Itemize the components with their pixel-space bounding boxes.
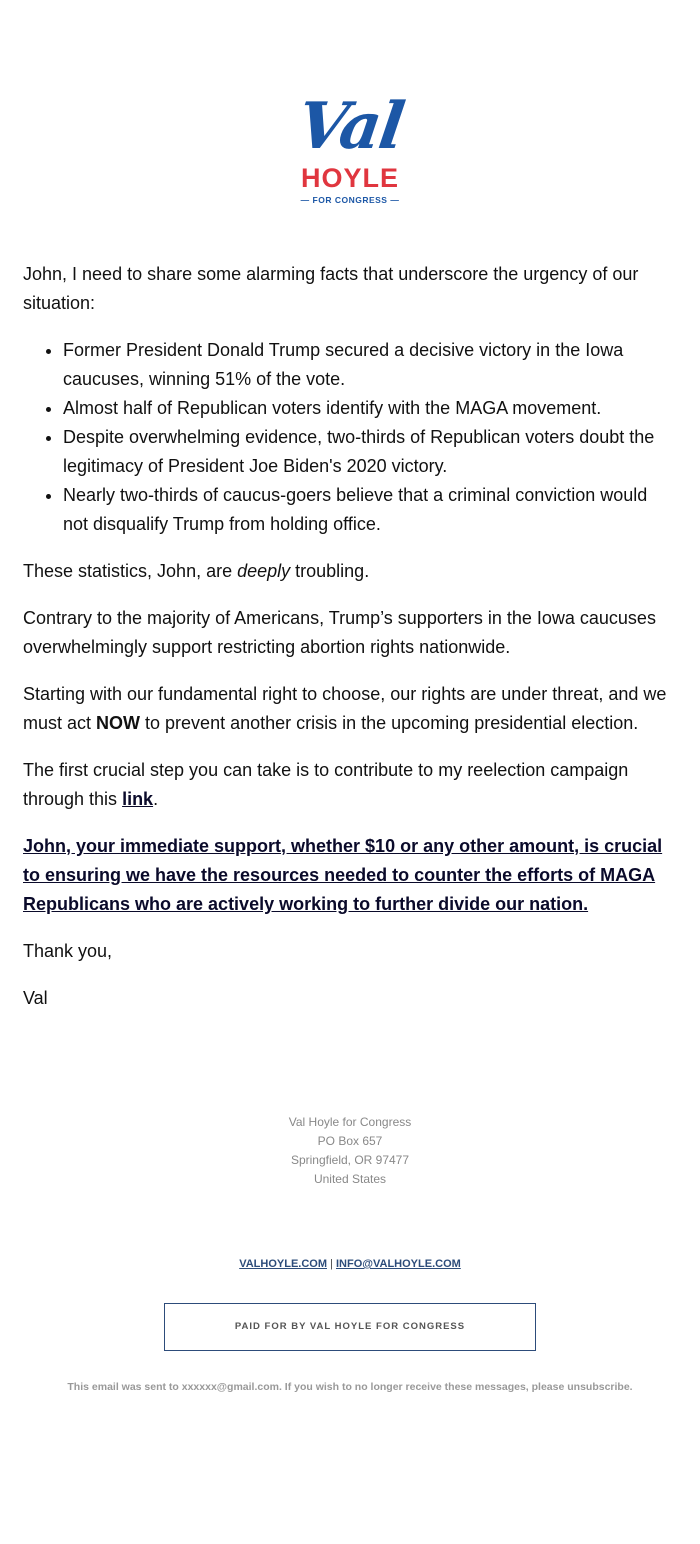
text: to prevent another crisis in the upcoming presidential election. bbox=[140, 713, 639, 733]
address-line: PO Box 657 bbox=[317, 1134, 383, 1148]
paid-for-disclaimer: PAID FOR BY VAL HOYLE FOR CONGRESS bbox=[164, 1303, 536, 1351]
donate-link[interactable]: link bbox=[122, 789, 154, 809]
paragraph bbox=[23, 680, 673, 738]
facts-list bbox=[23, 336, 673, 539]
footer-links bbox=[0, 1258, 700, 1270]
text: The first crucial step you can take is to contribute to my reelection campaign through this bbox=[23, 760, 629, 809]
logo-val: Val bbox=[293, 89, 408, 164]
email-body bbox=[23, 260, 673, 1031]
list-item: • Nearly two-thirds of caucus-goers believe that a criminal conviction would not disqualify Trump from holding office. bbox=[63, 481, 673, 539]
unsubscribe-notice[interactable]: This email was sent to xxxxxx@gmail.com. If you wish to no longer receive these messages, please unsubscribe. bbox=[67, 1381, 633, 1393]
signature: Val bbox=[23, 988, 48, 1008]
text: Starting with our fundamental right to choose, our rights are under threat, and we must act bbox=[23, 684, 667, 733]
list-item: • Despite overwhelming evidence, two-thirds of Republican voters doubt the legitimacy of President Joe Biden's 2020 victory. bbox=[63, 423, 673, 481]
address-line: Springfield, OR 97477 bbox=[290, 1153, 410, 1167]
text: troubling. bbox=[290, 561, 370, 581]
email-link[interactable]: INFO@VALHOYLE.COM bbox=[335, 1258, 461, 1270]
text: These statistics, John, are bbox=[23, 561, 238, 581]
mailing-address bbox=[0, 1113, 700, 1189]
separator: | bbox=[327, 1258, 336, 1270]
list-item: • Former President Donald Trump secured a decisive victory in the Iowa caucuses, winning 51% of the vote. bbox=[63, 336, 673, 394]
address-line: Val Hoyle for Congress bbox=[288, 1115, 412, 1129]
paragraph bbox=[23, 557, 673, 586]
emphasis: deeply bbox=[237, 561, 291, 581]
text: . bbox=[153, 789, 159, 809]
website-link[interactable]: VALHOYLE.COM bbox=[239, 1258, 327, 1270]
list-item: • Almost half of Republican voters identify with the MAGA movement. bbox=[63, 394, 673, 423]
campaign-logo bbox=[270, 89, 430, 214]
logo-for-congress: — FOR CONGRESS — bbox=[300, 195, 400, 205]
intro-paragraph: John, I need to share some alarming facts that underscore the urgency of our situation: bbox=[23, 264, 639, 313]
address-line: United States bbox=[313, 1172, 387, 1186]
strong-text: NOW bbox=[96, 713, 141, 733]
paragraph bbox=[23, 756, 673, 814]
logo-hoyle: HOYLE bbox=[300, 163, 399, 193]
donate-cta-link[interactable]: John, your immediate support, whether $10 or any other amount, is crucial to ensuring we have the resources needed to counter the efforts of MAGA Republicans who are actively working to further divide our nation. bbox=[23, 836, 663, 914]
closing: Thank you, bbox=[23, 941, 113, 961]
paragraph: Contrary to the majority of Americans, Trump’s supporters in the Iowa caucuses overwhelmingly support restricting abortion rights nationwide. bbox=[23, 608, 656, 657]
